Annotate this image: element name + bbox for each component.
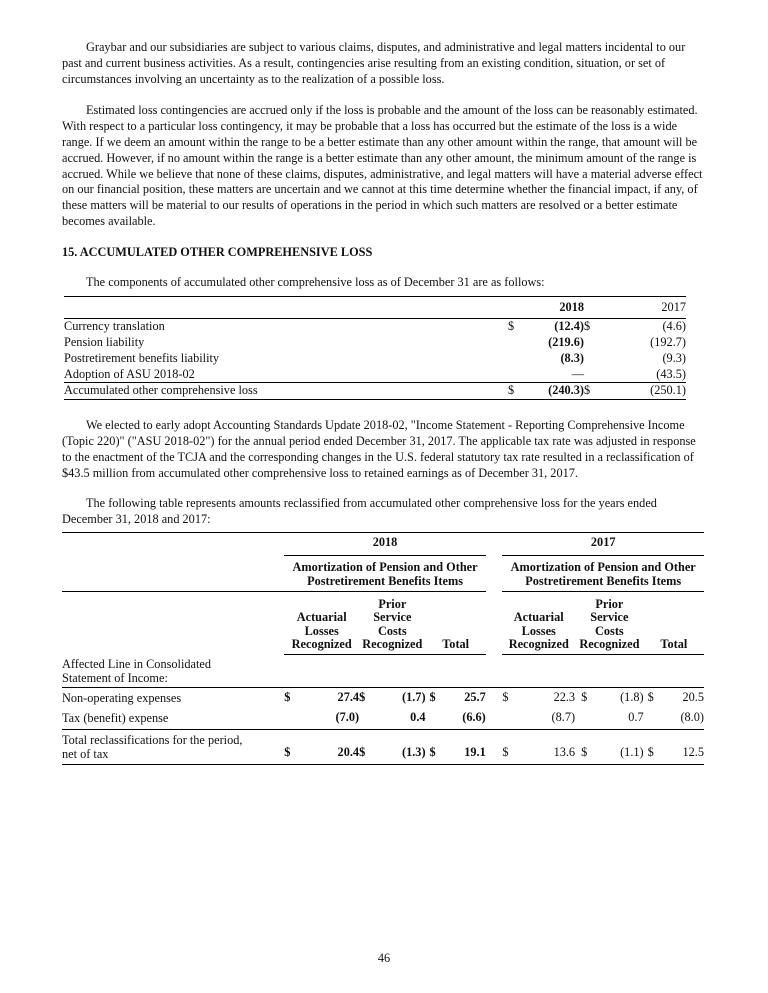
value-2018: (8.3): [560, 350, 584, 365]
affected-line-label: Affected Line in Consolidated Statement of Income:: [62, 654, 284, 688]
row-label: Postretirement benefits liability: [64, 350, 220, 365]
currency-symbol: $: [575, 729, 590, 764]
currency-symbol: $: [359, 690, 366, 705]
currency-symbol: $: [508, 319, 515, 334]
value-2017: (9.3): [662, 350, 686, 365]
paragraph-reclass-intro: The following table represents amounts reclassified from accumulated other comprehensive loss for the years ended December 31, 2018 and 2017:: [62, 496, 657, 527]
currency-symbol: $: [581, 690, 588, 705]
currency-symbol: $: [502, 729, 512, 764]
table-row: [64, 351, 686, 367]
row-label: Pension liability: [64, 334, 145, 349]
year-2017-header: 2017: [502, 532, 704, 555]
currency-symbol: $: [284, 690, 291, 705]
actuarial-2018: 20.4: [295, 729, 359, 764]
page-number: 46: [377, 951, 391, 965]
prior-service-2017: 0.7: [590, 708, 644, 729]
year-2018-header: 2018: [284, 532, 485, 555]
column-header-row: [62, 591, 704, 654]
paragraph-loss-estimates: Estimated loss contingencies are accrued only if the loss is probable and the amount of the loss can be reasonably estimated. With respect to a particular loss contingency, it may be probable that a loss has occurred but the estimate of the loss is a wide range. If we deem an amount within the range to be a better estimate than any other amount within the range, that amount will be accrued. However, if no amount within the range is a better estimate than any other amount, the minimum amount of the range is accrued. While we believe that none of these claims, disputes, administrative, and legal matters will have a material adverse effect on our financial position, these matters are uncertain and we cannot at this time determine whether the financial impact, if any, of these matters will be material to our results of operations in the period in which such matters are resolved or a better estimate becomes available.: [62, 103, 703, 228]
paragraph-contingencies: Graybar and our subsidiaries are subject to various claims, disputes, and administrative and legal matters incidental to our past and current business activities. As a result, contingencies arise resulting from an existing condition, situation, or set of circumstances involving an uncertainty as to the realization of a possible loss.: [62, 40, 686, 86]
value-2017: (4.6): [662, 319, 686, 334]
value-2018: (12.4): [554, 319, 584, 334]
actuarial-2017: 22.3: [553, 690, 576, 705]
document-page: [62, 40, 704, 765]
total-2018: 19.1: [438, 729, 486, 764]
row-label: Tax (benefit) expense: [62, 708, 284, 729]
actuarial-2017: 13.6: [513, 729, 575, 764]
currency-symbol: $: [584, 383, 616, 400]
table-row: [64, 319, 686, 335]
actuarial-2017: (8.7): [513, 708, 575, 729]
table-row-total: [64, 383, 686, 400]
aocl-table: [64, 296, 686, 400]
group-title-2017: Amortization of Pension and Other Postretirement Benefits Items: [502, 555, 704, 591]
currency-symbol: $: [508, 383, 528, 400]
table-row: [64, 335, 686, 351]
currency-symbol: $: [284, 729, 294, 764]
total-2018: (6.6): [438, 708, 486, 729]
total-2017: 20.5: [682, 690, 704, 705]
col-actuarial-2017: Actuarial Losses Recognized: [502, 591, 575, 654]
currency-symbol: $: [584, 319, 591, 334]
value-2017: (43.5): [656, 366, 686, 381]
table-row: [62, 708, 704, 729]
table-row: [62, 688, 704, 708]
prior-service-2017: (1.1): [590, 729, 644, 764]
currency-symbol: $: [429, 690, 436, 705]
paragraph-asu-adoption: We elected to early adopt Accounting Standards Update 2018-02, "Income Statement - Reporting Comprehensive Income (Topic 220)" ("ASU 2018-02") for the annual period ended December 31, 2017. The applicable tax rate was adjusted in response to the enactment of the TCJA and the corresponding changes in the U.S. federal statutory tax rate resulted in a reclassification of $43.5 million from accumulated other comprehensive loss to retained earnings as of December 31, 2017.: [62, 418, 696, 480]
currency-symbol: [584, 335, 616, 351]
col-actuarial-2018: Actuarial Losses Recognized: [284, 591, 359, 654]
value-2017: (250.1): [616, 383, 686, 400]
table-row-total: [62, 729, 704, 764]
row-label: Non-operating expenses: [62, 691, 182, 706]
currency-symbol: $: [644, 729, 656, 764]
currency-symbol: $: [647, 690, 654, 705]
currency-symbol: [508, 367, 528, 383]
currency-symbol: $: [502, 690, 509, 705]
total-2017: (8.0): [656, 708, 704, 729]
currency-symbol: [584, 351, 616, 367]
col-total-2017: Total: [644, 591, 704, 654]
value-2018: (219.6): [548, 334, 584, 349]
aocl-col-2017: 2017: [616, 297, 686, 319]
value-2018: —: [571, 366, 584, 381]
currency-symbol: [584, 367, 616, 383]
paragraph-aocl-intro: The components of accumulated other comprehensive loss as of December 31 are as follows:: [86, 274, 545, 289]
currency-symbol: [508, 351, 528, 367]
aocl-header-row: [64, 297, 686, 319]
aocl-col-2018: 2018: [528, 297, 584, 319]
actuarial-2018: 27.4: [337, 690, 360, 705]
prior-service-2018: (1.7): [401, 690, 426, 705]
currency-symbol: $: [359, 729, 371, 764]
value-2018: (240.3): [528, 383, 584, 400]
currency-symbol: $: [426, 729, 438, 764]
table-row: [64, 367, 686, 383]
row-label: Adoption of ASU 2018-02: [64, 366, 195, 381]
currency-symbol: [508, 335, 528, 351]
prior-service-2018: 0.4: [372, 708, 426, 729]
total-2017: 12.5: [656, 729, 704, 764]
row-label: Total reclassifications for the period, net of tax: [62, 729, 284, 764]
affected-line-row: [62, 654, 704, 688]
value-2017: (192.7): [650, 334, 686, 349]
col-prior-service-2017: Prior Service Costs Recognized: [575, 591, 644, 654]
total-2018: 25.7: [464, 690, 486, 705]
prior-service-2017: (1.8): [620, 690, 644, 705]
section-heading: 15. ACCUMULATED OTHER COMPREHENSIVE LOSS: [62, 244, 373, 259]
actuarial-2018: (7.0): [295, 708, 359, 729]
group-title-2018: Amortization of Pension and Other Postretirement Benefits Items: [284, 555, 485, 591]
group-header-row: [62, 555, 704, 591]
row-label: Accumulated other comprehensive loss: [64, 383, 508, 400]
row-label: Currency translation: [64, 319, 165, 334]
col-total-2018: Total: [426, 591, 486, 654]
reclassification-table: [62, 532, 704, 765]
year-header-row: [62, 532, 704, 555]
prior-service-2018: (1.3): [372, 729, 426, 764]
col-prior-service-2018: Prior Service Costs Recognized: [359, 591, 425, 654]
